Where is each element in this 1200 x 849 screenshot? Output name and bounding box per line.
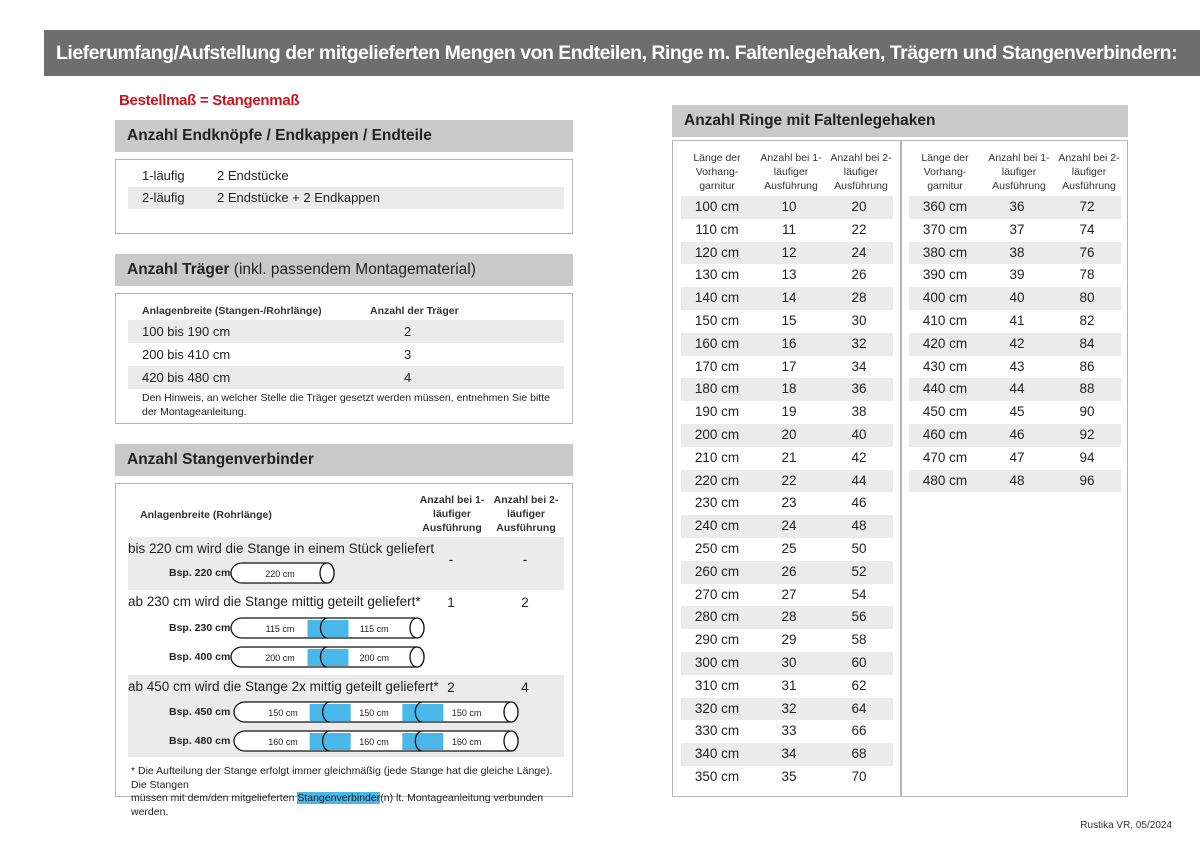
segment-length: 115 cm [265, 624, 295, 634]
verbinder-count-one: - [448, 552, 454, 567]
traeger-note-line: Den Hinweis, an welcher Stelle die Träger gesetzt werden müssen, entnehmen Sie bitte [142, 392, 550, 404]
column-divider [900, 141, 902, 796]
pipe-end [410, 647, 424, 667]
length-cell: 310 cm [694, 677, 740, 693]
count-2-cell: 30 [851, 313, 867, 328]
page-title: Lieferumfang/Aufstellung der mitgelieferten Mengen von Endteilen, Ringe m. Faltenlegehaken, Trägern und Stangenverbindern: [44, 30, 1200, 76]
ringe-row [909, 219, 1121, 242]
length-cell: 380 cm [922, 244, 968, 260]
length-cell: 410 cm [922, 313, 968, 328]
count-2-cell: 74 [1079, 221, 1095, 237]
segment-length: 200 cm [265, 653, 295, 663]
ringe-col-header: Länge der Vorhang-garnitur [921, 152, 969, 192]
traeger-col2-header: Anzahl der Träger [370, 305, 459, 317]
verbinder-count-one: 2 [447, 680, 455, 695]
connector-mark [308, 620, 349, 637]
order-note: Bestellmaß = Stangenmaß [119, 92, 300, 109]
ringe-col-header: Länge der Vorhang-garnitur [693, 152, 741, 192]
count-1-cell: 43 [1009, 358, 1025, 374]
count-1-cell: 26 [781, 563, 797, 579]
footnote-text: müssen mit dem/den mitgelieferten [131, 792, 298, 804]
count-2-cell: 92 [1079, 427, 1095, 442]
ringe-row [909, 401, 1121, 424]
verbinder-col1-header: Anlagenbreite (Rohrlänge) [140, 509, 272, 521]
length-cell: 420 cm [922, 335, 968, 351]
count-2-cell: 72 [1079, 199, 1095, 214]
count-2-cell: 52 [851, 563, 867, 579]
count-1-cell: 14 [781, 290, 797, 306]
example-label: Bsp. 450 cm [169, 706, 231, 718]
ringe-row [681, 720, 893, 743]
ringe-row [681, 743, 893, 766]
traeger-row [128, 343, 564, 366]
count-2-cell: 50 [851, 541, 867, 556]
length-cell: 340 cm [694, 746, 740, 762]
count-2-cell: 42 [851, 449, 867, 465]
length-cell: 140 cm [694, 290, 740, 306]
ringe-row [681, 264, 893, 287]
length-cell: 200 cm [694, 427, 740, 442]
count-1-cell: 39 [1009, 267, 1025, 283]
footnote-line [131, 792, 571, 819]
count-2-cell: 64 [851, 700, 867, 716]
length-cell: 210 cm [694, 449, 740, 465]
count-1-cell: 22 [781, 472, 797, 488]
count-2-cell: 32 [851, 335, 867, 351]
count-2-cell: 94 [1079, 449, 1095, 465]
verbinder-box [115, 483, 573, 818]
connector-mark [310, 704, 351, 721]
count-2-cell: 20 [851, 199, 867, 214]
count-2-cell: 38 [851, 404, 867, 420]
ringe-row [681, 515, 893, 538]
count-1-cell: 11 [781, 221, 796, 237]
length-cell: 440 cm [922, 381, 968, 397]
pipe-diagram [230, 562, 336, 586]
length-cell: 430 cm [922, 358, 968, 374]
ringe-row [681, 561, 893, 584]
count-2-cell: 68 [851, 746, 867, 762]
pipe-end [410, 618, 424, 638]
count-2-cell: 22 [851, 221, 867, 237]
ringe-heading: Anzahl Ringe mit Faltenlegehaken [672, 105, 1128, 137]
traeger-range: 100 bis 190 cm [142, 324, 231, 339]
ringe-row [909, 356, 1121, 379]
length-cell: 230 cm [694, 495, 740, 511]
length-cell: 330 cm [694, 723, 740, 739]
ringe-row [681, 333, 893, 356]
count-1-cell: 20 [781, 427, 797, 442]
length-cell: 100 cm [694, 199, 740, 214]
count-2-cell: 48 [851, 518, 867, 534]
count-1-cell: 32 [781, 700, 797, 716]
count-2-cell: 80 [1079, 290, 1095, 306]
traeger-heading-normal: (inkl. passendem Montagematerial) [229, 261, 476, 278]
count-1-cell: 46 [1009, 427, 1025, 442]
length-cell: 290 cm [694, 632, 740, 648]
connector-mark [402, 704, 443, 721]
count-1-cell: 31 [781, 677, 797, 693]
ringe-row [681, 242, 893, 265]
ringe-row [681, 424, 893, 447]
ringe-row [909, 287, 1121, 310]
pipe-diagram [233, 730, 520, 754]
verbinder-group-text: bis 220 cm wird die Stange in einem Stück geliefert [128, 541, 435, 556]
length-cell: 270 cm [694, 586, 740, 602]
count-1-cell: 10 [781, 199, 797, 214]
segment-length: 150 cm [359, 708, 389, 718]
length-cell: 470 cm [922, 449, 968, 465]
ringe-col-header: Anzahl bei 2-läufiger Ausführung [1058, 152, 1120, 192]
ringe-row [681, 675, 893, 698]
length-cell: 370 cm [922, 221, 968, 237]
count-1-cell: 29 [781, 632, 797, 648]
length-cell: 240 cm [694, 518, 740, 534]
endteile-heading: Anzahl Endknöpfe / Endkappen / Endteile [115, 120, 573, 152]
ringe-row [681, 310, 893, 333]
length-cell: 360 cm [922, 199, 968, 214]
count-1-cell: 24 [781, 518, 797, 534]
length-cell: 160 cm [694, 335, 740, 351]
count-2-cell: 88 [1079, 381, 1095, 397]
length-cell: 220 cm [694, 472, 740, 488]
segment-length: 150 cm [268, 708, 298, 718]
ringe-row [681, 470, 893, 493]
length-cell: 320 cm [694, 700, 740, 716]
ringe-row [909, 264, 1121, 287]
count-2-cell: 40 [851, 427, 867, 442]
pipe-diagram [230, 646, 426, 670]
length-cell: 400 cm [922, 290, 968, 306]
length-cell: 110 cm [695, 221, 739, 237]
ringe-row [681, 766, 893, 789]
length-cell: 350 cm [694, 769, 740, 784]
length-cell: 390 cm [922, 267, 968, 283]
count-2-cell: 62 [851, 677, 867, 693]
count-1-cell: 47 [1009, 449, 1025, 465]
count-1-cell: 27 [781, 586, 797, 602]
verbinder-heading: Anzahl Stangenverbinder [115, 444, 573, 476]
count-2-cell: 24 [851, 244, 867, 260]
count-1-cell: 25 [781, 541, 797, 556]
endteile-box [115, 159, 573, 234]
pipe-end [320, 563, 334, 583]
ringe-row [681, 219, 893, 242]
count-1-cell: 28 [781, 609, 797, 625]
length-cell: 190 cm [694, 404, 740, 420]
ringe-row [681, 606, 893, 629]
count-2-cell: 56 [851, 609, 867, 625]
count-2-cell: 36 [851, 381, 867, 397]
verbinder-group-text: ab 450 cm wird die Stange 2x mittig geteilt geliefert* [128, 679, 439, 694]
count-2-cell: 84 [1079, 335, 1095, 351]
traeger-range: 200 bis 410 cm [142, 347, 231, 362]
count-2-cell: 54 [851, 586, 867, 602]
ringe-col-header: Anzahl bei 1-läufiger Ausführung [760, 152, 822, 192]
count-2-cell: 34 [851, 358, 867, 374]
segment-length: 160 cm [451, 737, 482, 747]
pipe-end [504, 702, 518, 722]
pipe-diagram [233, 701, 520, 725]
count-1-cell: 15 [781, 313, 797, 328]
count-2-cell: 78 [1079, 267, 1095, 283]
length-cell: 280 cm [694, 609, 740, 625]
pipe-end [504, 731, 518, 751]
footer-credit: Rustika VR, 05/2024 [1080, 820, 1172, 831]
ringe-row [681, 378, 893, 401]
ringe-row [681, 652, 893, 675]
ringe-row [681, 584, 893, 607]
length-cell: 130 cm [694, 267, 740, 283]
example-label: Bsp. 220 cm [169, 567, 231, 579]
verbinder-count-two: - [522, 552, 528, 567]
count-1-cell: 21 [781, 449, 797, 465]
count-1-cell: 12 [781, 244, 797, 260]
ringe-row [681, 401, 893, 424]
ringe-row [681, 629, 893, 652]
count-2-cell: 96 [1079, 472, 1095, 488]
ringe-row [909, 242, 1121, 265]
segment-length: 115 cm [359, 624, 389, 634]
traeger-range: 420 bis 480 cm [142, 370, 231, 385]
verbinder-count-two: 4 [521, 680, 529, 695]
endteile-type: 2-läufig [142, 190, 185, 205]
count-2-cell: 44 [851, 472, 867, 488]
length-cell: 150 cm [694, 313, 740, 328]
count-2-cell: 58 [851, 632, 867, 648]
ringe-row [681, 698, 893, 721]
traeger-heading [115, 254, 573, 286]
verbinder-col2-header: Anzahl bei 1-läufiger Ausführung [419, 494, 485, 534]
traeger-row [128, 320, 564, 343]
connector-mark [402, 733, 443, 750]
length-cell: 180 cm [694, 381, 740, 397]
ringe-row [909, 378, 1121, 401]
endteile-value: 2 Endstücke + 2 Endkappen [217, 190, 380, 205]
count-2-cell: 70 [851, 769, 867, 784]
count-1-cell: 37 [1009, 221, 1025, 237]
count-1-cell: 45 [1009, 404, 1025, 420]
ringe-row [909, 470, 1121, 493]
count-1-cell: 33 [781, 723, 797, 739]
ringe-row [909, 424, 1121, 447]
count-1-cell: 13 [781, 267, 797, 283]
verbinder-count-one: 1 [447, 595, 455, 610]
ringe-row [909, 333, 1121, 356]
count-1-cell: 23 [781, 495, 797, 511]
count-2-cell: 66 [851, 723, 867, 739]
footnote-line: * Die Aufteilung der Stange erfolgt immer gleichmäßig (jede Stange hat die gleiche Länge). Die Stangen [131, 765, 553, 791]
ringe-row [909, 310, 1121, 333]
count-1-cell: 17 [781, 358, 797, 374]
count-1-cell: 18 [781, 381, 797, 397]
count-1-cell: 35 [781, 769, 797, 784]
verbinder-group-text: ab 230 cm wird die Stange mittig geteilt geliefert* [128, 594, 421, 609]
connector-mark [308, 649, 349, 666]
count-2-cell: 90 [1079, 404, 1095, 420]
length-cell: 450 cm [922, 404, 968, 420]
ringe-row [681, 287, 893, 310]
count-1-cell: 34 [781, 746, 797, 762]
count-2-cell: 82 [1079, 313, 1095, 328]
length-cell: 260 cm [694, 563, 740, 579]
ringe-row [681, 196, 893, 219]
traeger-note [142, 392, 550, 419]
count-1-cell: 44 [1009, 381, 1025, 397]
traeger-count: 2 [404, 324, 412, 339]
endteile-row [128, 165, 564, 187]
length-cell: 460 cm [922, 427, 968, 442]
length-cell: 480 cm [922, 472, 968, 488]
count-1-cell: 30 [781, 655, 797, 670]
footnote-highlight: Stangenverbinder [297, 792, 381, 804]
count-1-cell: 48 [1009, 472, 1025, 488]
length-cell: 120 cm [694, 244, 740, 260]
endteile-value: 2 Endstücke [217, 168, 289, 183]
count-2-cell: 60 [851, 655, 867, 670]
example-label: Bsp. 400 cm [169, 651, 231, 663]
example-label: Bsp. 230 cm [169, 622, 231, 634]
pipe-diagram [230, 617, 426, 641]
connector-mark [310, 733, 351, 750]
ringe-row [681, 492, 893, 515]
verbinder-col3-header: Anzahl bei 2-läufiger Ausführung [493, 494, 559, 534]
length-cell: 170 cm [694, 358, 740, 374]
traeger-count: 4 [404, 370, 412, 385]
count-1-cell: 42 [1009, 335, 1025, 351]
verbinder-count-two: 2 [521, 595, 529, 610]
count-2-cell: 26 [851, 267, 867, 283]
ringe-row [681, 538, 893, 561]
ringe-col-header: Anzahl bei 2-läufiger Ausführung [830, 152, 892, 192]
length-cell: 300 cm [694, 655, 740, 670]
count-2-cell: 28 [851, 290, 867, 306]
traeger-box [115, 293, 573, 424]
count-1-cell: 16 [781, 335, 797, 351]
endteile-row [128, 187, 564, 209]
verbinder-footnote [131, 765, 571, 819]
segment-length: 150 cm [451, 708, 482, 718]
count-2-cell: 46 [851, 495, 867, 511]
ringe-row [681, 447, 893, 470]
ringe-box [672, 140, 1128, 797]
ringe-col-header: Anzahl bei 1-läufiger Ausführung [988, 152, 1050, 192]
endteile-type: 1-läufig [142, 168, 185, 183]
count-1-cell: 40 [1009, 290, 1025, 306]
segment-length: 160 cm [359, 737, 389, 747]
segment-length: 160 cm [268, 737, 298, 747]
count-2-cell: 76 [1079, 244, 1095, 260]
ringe-row [909, 447, 1121, 470]
count-2-cell: 86 [1079, 358, 1095, 374]
traeger-note-line: der Montageanleitung. [142, 405, 247, 418]
traeger-count: 3 [404, 347, 412, 362]
traeger-row [128, 366, 564, 389]
traeger-col1-header: Anlagenbreite (Stangen-/Rohrlänge) [142, 305, 322, 317]
segment-length: 220 cm [265, 569, 295, 579]
ringe-row [681, 356, 893, 379]
count-1-cell: 19 [781, 404, 797, 420]
count-1-cell: 38 [1009, 244, 1025, 260]
count-1-cell: 41 [1009, 313, 1025, 328]
traeger-heading-bold: Anzahl Träger [127, 261, 230, 278]
count-1-cell: 36 [1009, 199, 1025, 214]
footnote-text: (n) lt. Montageanleitung verbunden werden. [131, 792, 544, 818]
ringe-row [909, 196, 1121, 219]
example-label: Bsp. 480 cm [169, 735, 231, 747]
segment-length: 200 cm [359, 653, 390, 663]
length-cell: 250 cm [694, 541, 740, 556]
